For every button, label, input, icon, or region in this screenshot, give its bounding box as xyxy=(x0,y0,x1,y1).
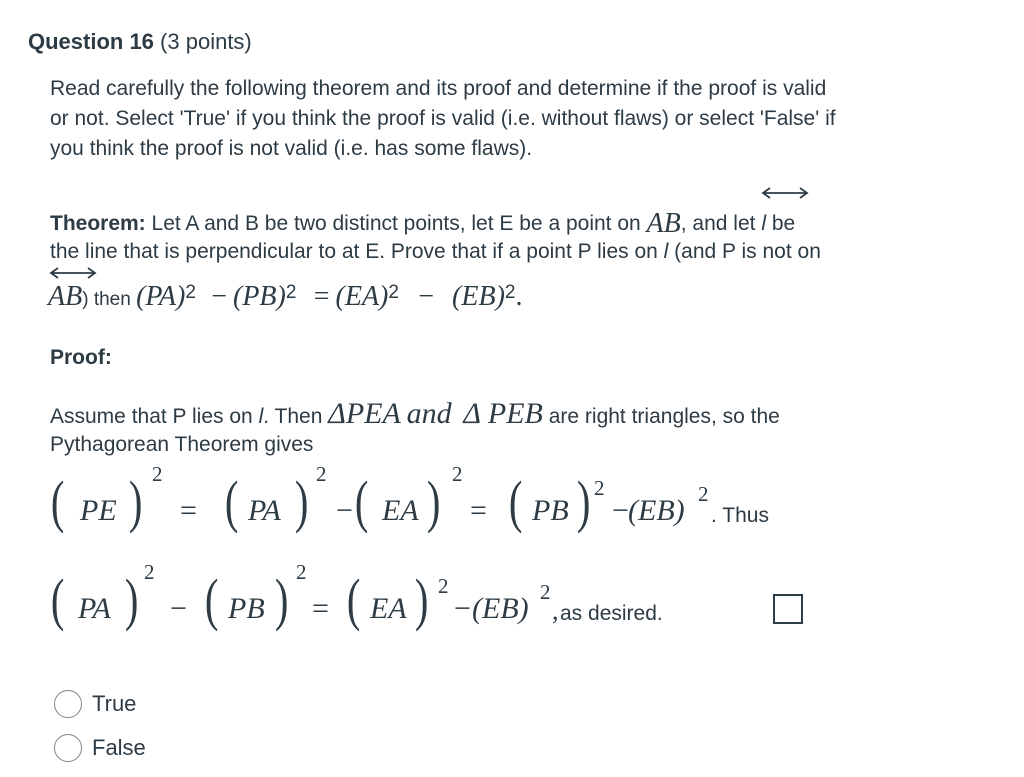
eq1-thus: . Thus xyxy=(711,504,769,527)
eq1-exp: 2 xyxy=(594,476,605,500)
paren-close: ) xyxy=(426,469,441,534)
eq-minus: − xyxy=(211,281,227,312)
line-ab-symbol-2: AB xyxy=(48,281,83,312)
line-l-symbol: l xyxy=(761,212,766,235)
line-ab-symbol: AB xyxy=(646,208,681,239)
eq1-exp: 2 xyxy=(452,462,463,486)
eq1-minus: − xyxy=(336,494,353,527)
eq1-eb: (EB) xyxy=(628,494,685,527)
eq-end: . xyxy=(515,281,523,312)
line-arrow-icon xyxy=(760,186,810,200)
eq2-exp: 2 xyxy=(144,560,155,584)
paren-open: ( xyxy=(354,469,369,534)
paren-open: ( xyxy=(346,567,361,632)
theorem-text-2: the line that is perpendicular to at E. Prove that if a point P lies on xyxy=(50,240,664,263)
eq1-equals: = xyxy=(180,494,197,527)
eq2-eb: (EB) xyxy=(472,592,529,625)
intro-line-3: you think the proof is not valid (i.e. has some flaws). xyxy=(50,137,533,160)
eq-ea: (EA) xyxy=(335,281,389,312)
triangle-peb: Δ PEB xyxy=(463,397,543,430)
theorem-line-2 xyxy=(50,237,821,267)
eq2-ea: EA xyxy=(370,592,407,625)
eq2-desired: as desired. xyxy=(560,602,663,625)
paren-open: ( xyxy=(50,469,65,534)
answer-label-true[interactable]: True xyxy=(92,691,137,716)
paren-open: ( xyxy=(50,567,65,632)
qed-box-icon xyxy=(773,594,803,624)
exponent: 2 xyxy=(285,281,297,303)
theorem-text-2b: (and P is not on xyxy=(668,240,821,263)
eq1-exp: 2 xyxy=(698,482,709,506)
line-l-symbol-2: l xyxy=(663,240,669,263)
theorem-text-1: Let A and B be two distinct points, let E be a point on xyxy=(145,212,647,235)
line-arrow-icon xyxy=(48,266,98,280)
eq-eb: (EB) xyxy=(452,281,505,312)
eq-pb: (PB) xyxy=(233,281,286,312)
triangle-pea: ΔPEA xyxy=(328,397,401,430)
radio-true[interactable] xyxy=(54,690,82,718)
paren-close: ) xyxy=(124,567,139,632)
paren-close: ) xyxy=(128,469,143,534)
theorem-line-3 xyxy=(48,281,522,313)
eq1-exp: 2 xyxy=(152,462,163,486)
paren-open: ( xyxy=(224,469,239,534)
eq2-equals: = xyxy=(312,592,329,625)
question-number: Question 16 xyxy=(28,29,154,54)
paren-close: ) xyxy=(576,469,591,534)
eq2-comma: , xyxy=(552,596,559,625)
exponent: 2 xyxy=(504,281,516,303)
theorem-line-1 xyxy=(50,207,795,239)
eq2-exp: 2 xyxy=(438,574,449,598)
proof-l-symbol: l xyxy=(258,405,264,428)
theorem-label: Theorem: xyxy=(50,212,146,235)
question-points: (3 points) xyxy=(160,29,252,54)
eq1-pa: PA xyxy=(248,494,281,527)
theorem-then: ) then xyxy=(82,289,137,310)
paren-close: ) xyxy=(274,567,289,632)
answer-option-true[interactable] xyxy=(54,690,136,718)
exponent: 2 xyxy=(388,281,399,303)
eq1-equals-2: = xyxy=(470,494,487,527)
theorem-text-1b: , and let xyxy=(680,212,762,235)
paren-close: ) xyxy=(294,469,309,534)
eq2-pb: PB xyxy=(228,592,265,625)
paren-open: ( xyxy=(508,469,523,534)
intro-line-2: or not. Select 'True' if you think the proof is valid (i.e. without flaws) or select 'False' if xyxy=(50,107,836,130)
answer-option-false[interactable] xyxy=(54,734,146,762)
eq2-minus-2: − xyxy=(454,592,471,625)
eq-minus-2: − xyxy=(418,281,435,312)
eq2-pa: PA xyxy=(78,592,111,625)
eq1-ea: EA xyxy=(382,494,419,527)
exponent: 2 xyxy=(185,281,196,303)
answer-label-false[interactable]: False xyxy=(92,735,146,760)
eq1-pb: PB xyxy=(532,494,569,527)
eq1-minus-2: − xyxy=(612,494,629,527)
proof-text-1: Assume that P lies on xyxy=(50,405,259,428)
eq-pa: (PA) xyxy=(136,281,186,312)
intro-line-1: Read carefully the following theorem and its proof and determine if the proof is valid xyxy=(50,77,827,100)
radio-false[interactable] xyxy=(54,734,82,762)
paren-close: ) xyxy=(414,567,429,632)
eq2-exp: 2 xyxy=(296,560,307,584)
paren-open: ( xyxy=(204,567,219,632)
eq2-minus: − xyxy=(170,592,187,625)
theorem-text-1c: be xyxy=(765,212,796,235)
proof-text-1c: are right triangles, so the xyxy=(542,405,780,428)
eq-equals: = xyxy=(313,281,330,312)
eq1-exp: 2 xyxy=(316,462,327,486)
proof-text-1b: . Then xyxy=(263,405,329,428)
and-word: and xyxy=(406,397,452,430)
eq1-pe: PE xyxy=(80,494,117,527)
question-title xyxy=(28,29,252,55)
eq2-exp: 2 xyxy=(540,580,551,604)
proof-line-1 xyxy=(50,399,780,432)
proof-label: Proof: xyxy=(50,346,112,369)
proof-line-2: Pythagorean Theorem gives xyxy=(50,433,314,456)
